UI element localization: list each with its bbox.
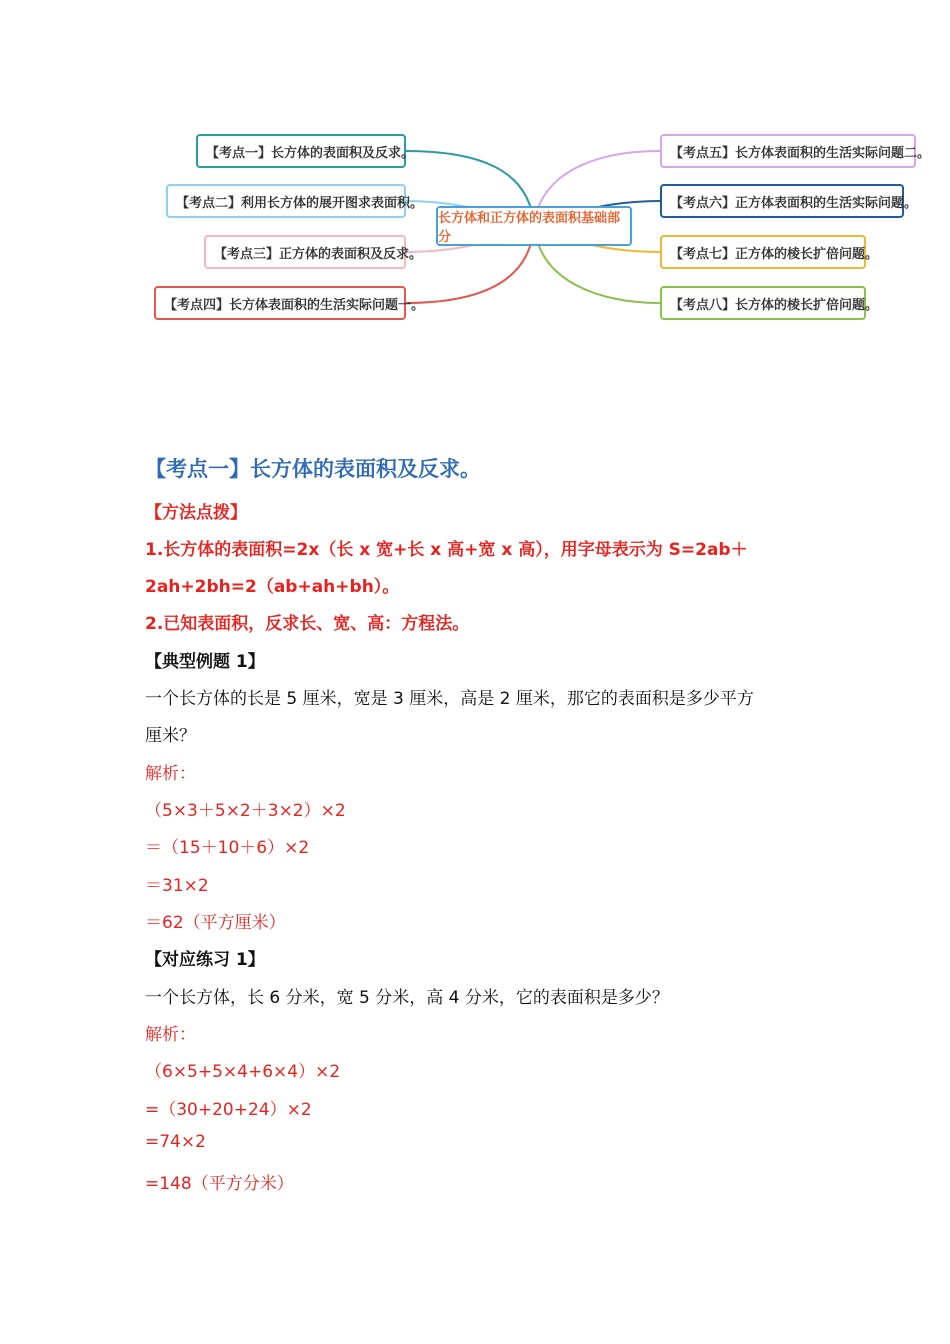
- node-kaodian-7: 【考点七】正方体的棱长扩倍问题。: [660, 235, 866, 269]
- example-step: （5×3＋5×2＋3×2）×2: [145, 801, 346, 821]
- example-question-cont: 厘米？: [145, 726, 196, 746]
- node-kaodian-5: 【考点五】长方体表面积的生活实际问题二。: [660, 134, 916, 168]
- method-point-1: 1.长方体的表面积=2x（长 x 宽+长 x 高+宽 x 高），用字母表示为 S=2ab＋: [145, 540, 748, 560]
- example-question: 一个长方体的长是 5 厘米，宽是 3 厘米，高是 2 厘米，那它的表面积是多少平方: [145, 689, 754, 709]
- example-step: ＝（15＋10＋6）×2: [145, 838, 310, 858]
- practice-step: （6×5+5×4+6×4）×2: [145, 1062, 341, 1082]
- node-kaodian-8: 【考点八】长方体的棱长扩倍问题。: [660, 286, 866, 320]
- mind-map: [0, 0, 950, 360]
- practice-step: =（30+20+24）×2: [145, 1100, 312, 1120]
- node-kaodian-6: 【考点六】正方体表面积的生活实际问题。: [660, 184, 904, 218]
- practice-question: 一个长方体，长 6 分米，宽 5 分米，高 4 分米，它的表面积是多少？: [145, 988, 669, 1008]
- example-step: ＝62（平方厘米）: [145, 913, 286, 933]
- example-step: ＝31×2: [145, 876, 209, 896]
- method-point-1-cont: 2ah+2bh=2（ab+ah+bh）。: [145, 577, 400, 597]
- mind-map-center: 长方体和正方体的表面积基础部分: [436, 206, 632, 246]
- node-kaodian-4: 【考点四】长方体表面积的生活实际问题一。: [154, 286, 406, 320]
- node-kaodian-3: 【考点三】正方体的表面积及反求。: [204, 235, 406, 269]
- practice-analysis-label: 解析：: [145, 1025, 196, 1045]
- example-heading: 【典型例题 1】: [145, 652, 265, 672]
- example-analysis-label: 解析：: [145, 764, 196, 784]
- node-kaodian-2: 【考点二】利用长方体的展开图求表面积。: [166, 184, 406, 218]
- practice-heading: 【对应练习 1】: [145, 950, 265, 970]
- practice-step: =74×2: [145, 1132, 206, 1152]
- method-point-2: 2.已知表面积，反求长、宽、高：方程法。: [145, 614, 470, 634]
- node-kaodian-1: 【考点一】长方体的表面积及反求。: [196, 134, 406, 168]
- method-heading: 【方法点拨】: [145, 503, 247, 523]
- section-title: 【考点一】长方体的表面积及反求。: [145, 457, 481, 481]
- practice-step: =148（平方分米）: [145, 1174, 294, 1194]
